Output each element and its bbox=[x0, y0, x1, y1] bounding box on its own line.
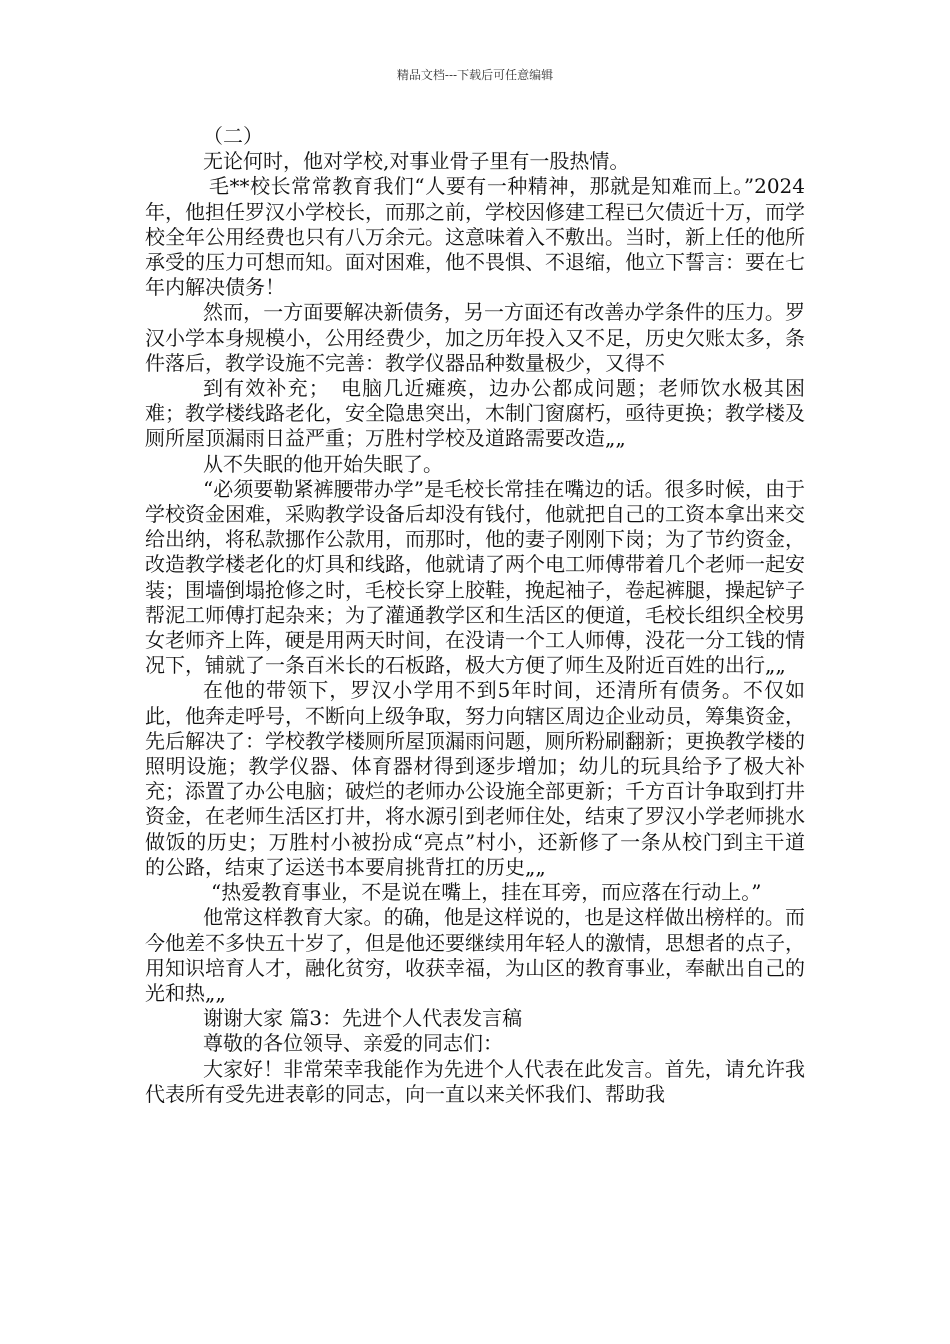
paragraph: 他常这样教育大家。的确，他是这样说的，也是这样做出榜样的。而今他差不多快五十岁了，但是他还要继续用年轻人的激情，思想者的点子，用知识培育人才，融化贫穷，收获幸福，为山区的教育事业，奉献出自己的光和热„„ bbox=[145, 905, 805, 1005]
paragraph: “热爱教育事业，不是说在嘴上，挂在耳旁，而应落在行动上。” bbox=[211, 880, 762, 905]
paragraph: 然而，一方面要解决新债务，另一方面还有改善办学条件的压力。罗汉小学本身规模小，公用经费少，加之历年投入又不足，历史欠账太多，条件落后，教学设施不完善：教学仪器品种数量极少，又得不 bbox=[145, 300, 805, 375]
page-header: 精品文档---下载后可任意编辑 bbox=[396, 68, 554, 82]
document-body bbox=[145, 124, 805, 1107]
paragraph: 在他的带领下，罗汉小学用不到5年时间，还清所有债务。不仅如此，他奔走呼号，不断向上级争取，努力向辖区周边企业动员，筹集资金，先后解决了：学校教学楼厕所屋顶漏雨问题，厕所粉刷翻新；更换教学楼的照明设施；教学仪器、体育器材得到逐步增加；幼儿的玩具给予了极大补充；添置了办公电脑；破烂的老师办公设施全部更新；千方百计争取到打井资金，在老师生活区打井，将水源引到老师住处，结束了罗汉小学老师挑水做饭的历史；万胜村小被扮成“亮点”村小，还新修了一条从校门到主干道的公路，结束了运送书本要肩挑背扛的历史„„ bbox=[145, 678, 805, 879]
paragraph: 无论何时，他对学校,对事业骨子里有一股热情。 bbox=[203, 149, 630, 174]
section-heading: 谢谢大家 篇3：先进个人代表发言稿 bbox=[203, 1006, 523, 1031]
paragraph: 到有效补充； 电脑几近瘫痪，边办公都成问题；老师饮水极其困难；教学楼线路老化，安全隐患突出，木制门窗腐朽，亟待更换；教学楼及厕所屋顶漏雨日益严重；万胜村学校及道路需要改造„„ bbox=[145, 376, 805, 451]
paragraph: 大家好！非常荣幸我能作为先进个人代表在此发言。首先，请允许我代表所有受先进表彰的同志，向一直以来关怀我们、帮助我 bbox=[145, 1056, 805, 1106]
paragraph: 从不失眠的他开始失眠了。 bbox=[203, 451, 443, 476]
salutation: 尊敬的各位领导、亲爱的同志们： bbox=[203, 1031, 503, 1056]
paragraph: “必须要勒紧裤腰带办学”是毛校长常挂在嘴边的话。很多时候，由于学校资金困难，采购教学设备后却没有钱付，他就把自己的工资本拿出来交给出纳，将私款挪作公款用，而那时，他的妻子刚刚下岗；为了节约资金，改造教学楼老化的灯具和线路，他就请了两个电工师傅带着几个老师一起安装；围墙倒塌抢修之时，毛校长穿上胶鞋，挽起袖子，卷起裤腿，操起铲子帮泥工师傅打起杂来；为了灌通教学区和生活区的便道，毛校长组织全校男女老师齐上阵，硬是用两天时间，在没请一个工人师傅，没花一分工钱的情况下，铺就了一条百米长的石板路，极大方便了师生及附近百姓的出行„„ bbox=[145, 476, 805, 678]
paragraph: 毛**校长常常教育我们“人要有一种精神，那就是知难而上。”2024年，他担任罗汉小学校长，而那之前，学校因修建工程已欠债近十万，而学校全年公用经费也只有八万余元。这意味着入不敷出。当时，新上任的他所承受的压力可想而知。面对困难，他不畏惧、不退缩，他立下誓言：要在七年内解决债务！ bbox=[145, 174, 805, 300]
section-marker: （二） bbox=[203, 124, 263, 148]
